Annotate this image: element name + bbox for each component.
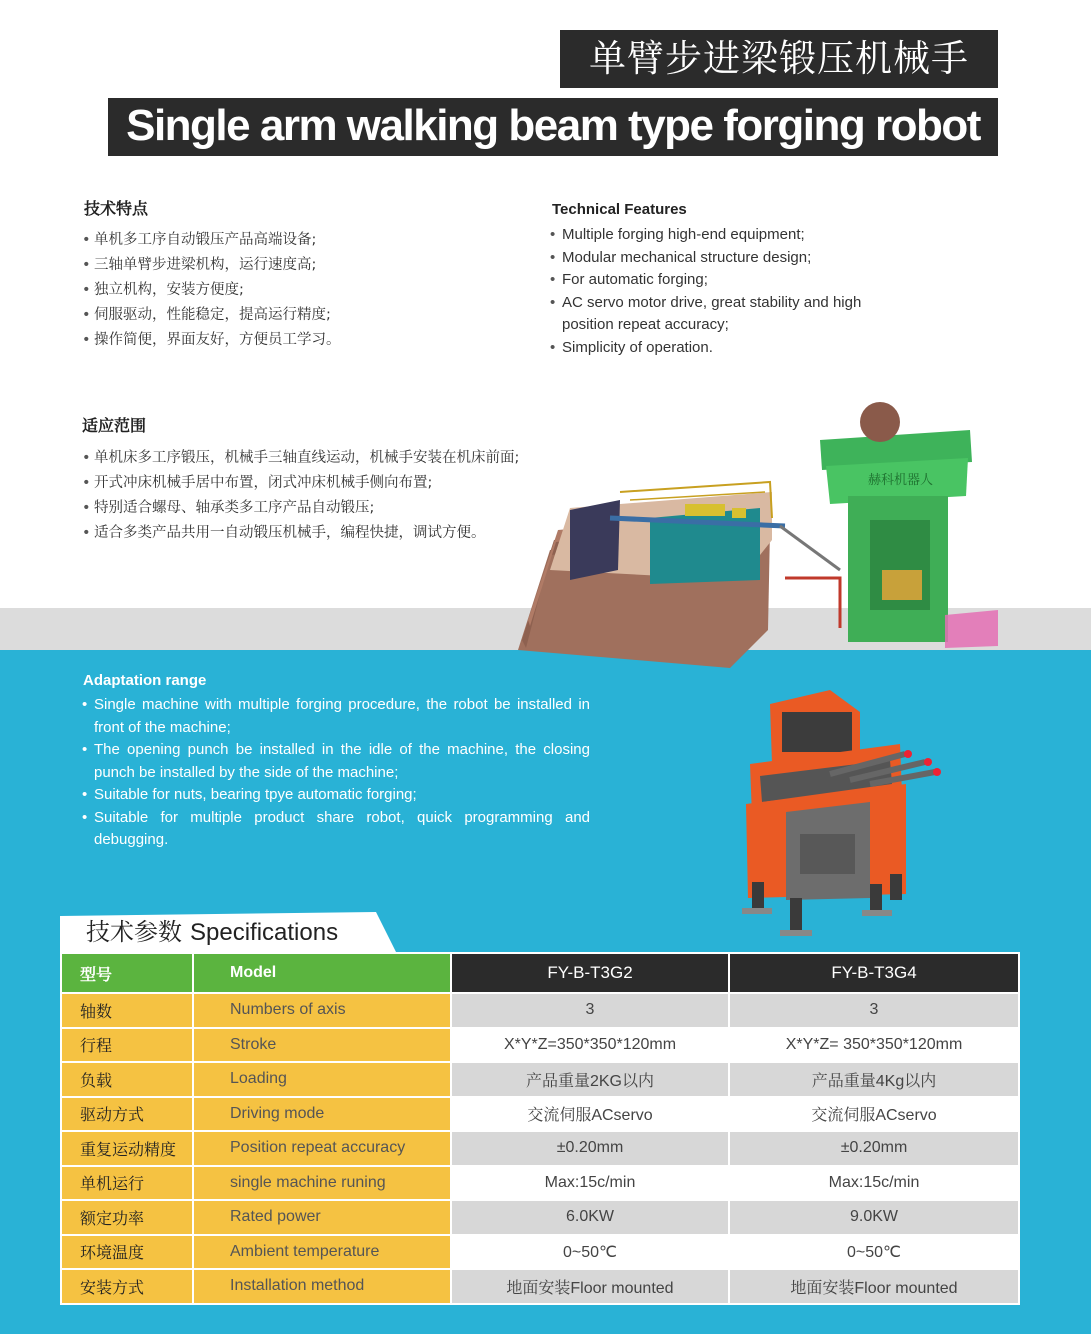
range-cn-list [82, 446, 582, 546]
specs-title-cn: 技术参数 [86, 918, 182, 946]
table-row [61, 1269, 1019, 1304]
table-cell: 重复运动精度 [61, 1131, 193, 1166]
table-cell: Stroke [193, 1028, 451, 1063]
title-english: Single arm walking beam type forging robot [108, 98, 998, 156]
table-cell: 负载 [61, 1062, 193, 1097]
table-cell: 单机运行 [61, 1166, 193, 1201]
table-cell: single machine runing [193, 1166, 451, 1201]
range-en-item: • Suitable for multiple product share robot, quick programming and debugging. [82, 807, 590, 852]
range-cn-item: • 开式冲床机械手居中布置，闭式冲床机械手侧向布置; [82, 471, 582, 496]
table-cell: Rated power [193, 1200, 451, 1235]
table-row [61, 1097, 1019, 1132]
table-cell: 3 [451, 993, 729, 1028]
table-row [61, 1166, 1019, 1201]
features-en-item: • For automatic forging; [550, 269, 895, 292]
table-cell: 地面安装Floor mounted [729, 1269, 1019, 1304]
header-cell: FY-B-T3G2 [451, 953, 729, 993]
features-cn-title: 技术特点 [84, 199, 149, 218]
features-cn-item: • 伺服驱动，性能稳定，提高运行精度; [82, 303, 502, 328]
specs-title-en: Specifications [190, 919, 339, 946]
table-row [61, 993, 1019, 1028]
table-cell: Numbers of axis [193, 993, 451, 1028]
table-cell: 交流伺服ACservo [451, 1097, 729, 1132]
features-en-item: • Modular mechanical structure design; [550, 247, 895, 270]
specs-title [86, 912, 338, 952]
table-cell: 交流伺服ACservo [729, 1097, 1019, 1132]
table-cell: Ambient temperature [193, 1235, 451, 1270]
table-row [61, 1028, 1019, 1063]
machine-label: 赫科机器人 [868, 473, 934, 488]
features-en-item: • Simplicity of operation. [550, 337, 895, 360]
table-cell: 6.0KW [451, 1200, 729, 1235]
range-cn-item: • 适合多类产品共用一自动锻压机械手，编程快捷，调试方便。 [82, 521, 582, 546]
features-en-item: • AC servo motor drive, great stability and high position repeat accuracy; [550, 292, 895, 337]
table-cell: 0~50℃ [729, 1235, 1019, 1270]
table-cell: 9.0KW [729, 1200, 1019, 1235]
table-cell: 3 [729, 993, 1019, 1028]
table-cell: 轴数 [61, 993, 193, 1028]
table-cell: 行程 [61, 1028, 193, 1063]
range-cn-item: • 特别适合螺母、轴承类多工序产品自动锻压; [82, 496, 582, 521]
specs-table [60, 952, 1020, 1305]
header-cell: Model [193, 953, 451, 993]
table-cell: Max:15c/min [451, 1166, 729, 1201]
table-cell: Installation method [193, 1269, 451, 1304]
range-cn-item: • 单机床多工序锻压，机械手三轴直线运动，机械手安装在机床前面; [82, 446, 582, 471]
range-en-list [82, 694, 590, 852]
title-chinese: 单臂步进梁锻压机械手 [560, 30, 998, 88]
table-cell: 额定功率 [61, 1200, 193, 1235]
table-cell: 地面安装Floor mounted [451, 1269, 729, 1304]
table-cell: Driving mode [193, 1097, 451, 1132]
features-cn-item: • 三轴单臂步进梁机构，运行速度高; [82, 253, 502, 278]
table-cell: X*Y*Z=350*350*120mm [451, 1028, 729, 1063]
table-cell: 安装方式 [61, 1269, 193, 1304]
range-en-title: Adaptation range [83, 672, 207, 689]
header-cell: FY-B-T3G4 [729, 953, 1019, 993]
table-cell: 0~50℃ [451, 1235, 729, 1270]
forging-line-illustration [510, 400, 1010, 670]
table-cell: X*Y*Z= 350*350*120mm [729, 1028, 1019, 1063]
table-cell: 驱动方式 [61, 1097, 193, 1132]
table-row [61, 1235, 1019, 1270]
features-en-title: Technical Features [552, 201, 687, 218]
features-cn-item: • 操作简便，界面友好，方便员工学习。 [82, 328, 502, 353]
table-row [61, 1131, 1019, 1166]
table-header-row [61, 953, 1019, 993]
range-en-item: • The opening punch be installed in the idle of the machine, the closing punch be installed by the side of the machine; [82, 739, 590, 784]
table-row [61, 1062, 1019, 1097]
table-cell: Loading [193, 1062, 451, 1097]
table-row [61, 1200, 1019, 1235]
range-en-item: • Single machine with multiple forging procedure, the robot be installed in front of the machine; [82, 694, 590, 739]
features-en-item: • Multiple forging high-end equipment; [550, 224, 895, 247]
range-cn-title: 适应范围 [82, 416, 147, 435]
table-cell: Max:15c/min [729, 1166, 1019, 1201]
features-en-list [550, 224, 895, 359]
table-cell: 产品重量2KG以内 [451, 1062, 729, 1097]
range-en-item: • Suitable for nuts, bearing tpye automatic forging; [82, 784, 590, 807]
features-cn-item: • 单机多工序自动锻压产品高端设备; [82, 228, 502, 253]
table-cell: 环境温度 [61, 1235, 193, 1270]
table-cell: Position repeat accuracy [193, 1131, 451, 1166]
robot-illustration [730, 684, 950, 944]
table-cell: ±0.20mm [729, 1131, 1019, 1166]
features-cn-list [82, 228, 502, 353]
table-cell: ±0.20mm [451, 1131, 729, 1166]
table-cell: 产品重量4Kg以内 [729, 1062, 1019, 1097]
header-cell: 型号 [61, 953, 193, 993]
features-cn-item: • 独立机构，安装方便度; [82, 278, 502, 303]
